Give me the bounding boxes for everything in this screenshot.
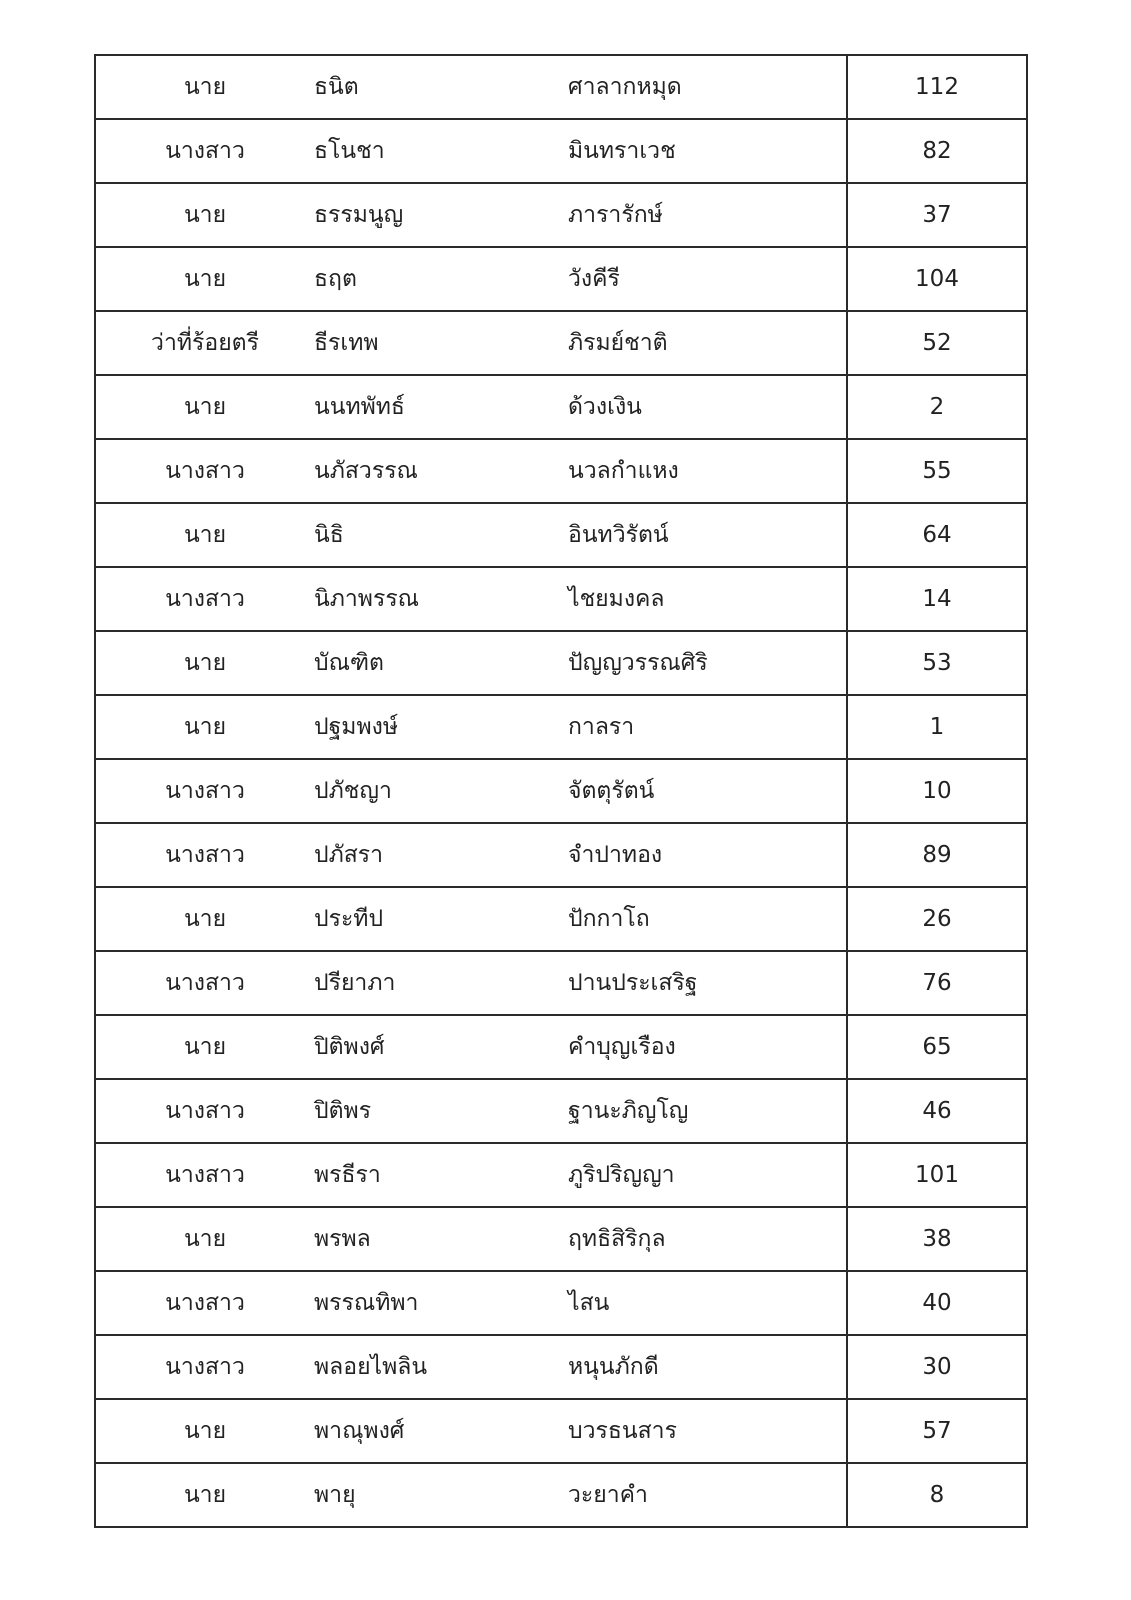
table-row: [95, 503, 1027, 567]
first-name-cell: พาณุพงศ์: [314, 1399, 568, 1463]
first-name-cell: พรพล: [314, 1207, 568, 1271]
last-name-cell: ฐานะภิญโญ: [568, 1079, 847, 1143]
table-row: [95, 439, 1027, 503]
title-cell: นาย: [95, 1463, 314, 1527]
number-cell: 104: [847, 247, 1027, 311]
table-row: [95, 951, 1027, 1015]
first-name-cell: นิธิ: [314, 503, 568, 567]
number-cell: 1: [847, 695, 1027, 759]
number-cell: 37: [847, 183, 1027, 247]
number-cell: 2: [847, 375, 1027, 439]
last-name-cell: นวลกำแหง: [568, 439, 847, 503]
name-list-body: [95, 55, 1027, 1527]
number-cell: 55: [847, 439, 1027, 503]
table-row: [95, 311, 1027, 375]
last-name-cell: อินทวิรัตน์: [568, 503, 847, 567]
table-row: [95, 759, 1027, 823]
last-name-cell: วะยาคำ: [568, 1463, 847, 1527]
number-cell: 112: [847, 55, 1027, 119]
title-cell: นาย: [95, 183, 314, 247]
number-cell: 53: [847, 631, 1027, 695]
title-cell: นางสาว: [95, 823, 314, 887]
table-row: [95, 695, 1027, 759]
first-name-cell: พายุ: [314, 1463, 568, 1527]
number-cell: 38: [847, 1207, 1027, 1271]
first-name-cell: ธรรมนูญ: [314, 183, 568, 247]
title-cell: นางสาว: [95, 567, 314, 631]
title-cell: นางสาว: [95, 119, 314, 183]
number-cell: 40: [847, 1271, 1027, 1335]
title-cell: นางสาว: [95, 759, 314, 823]
last-name-cell: ไชยมงคล: [568, 567, 847, 631]
first-name-cell: ประทีป: [314, 887, 568, 951]
table-row: [95, 1079, 1027, 1143]
first-name-cell: ปภัสรา: [314, 823, 568, 887]
last-name-cell: จัตตุรัตน์: [568, 759, 847, 823]
first-name-cell: บัณฑิต: [314, 631, 568, 695]
last-name-cell: ไสน: [568, 1271, 847, 1335]
first-name-cell: ปภัชญา: [314, 759, 568, 823]
title-cell: นางสาว: [95, 1335, 314, 1399]
number-cell: 14: [847, 567, 1027, 631]
title-cell: นางสาว: [95, 1079, 314, 1143]
first-name-cell: ธีรเทพ: [314, 311, 568, 375]
last-name-cell: ภิรมย์ชาติ: [568, 311, 847, 375]
last-name-cell: ภูริปริญญา: [568, 1143, 847, 1207]
table-row: [95, 1271, 1027, 1335]
first-name-cell: นิภาพรรณ: [314, 567, 568, 631]
title-cell: นาย: [95, 1015, 314, 1079]
last-name-cell: ศาลากหมุด: [568, 55, 847, 119]
table-row: [95, 1399, 1027, 1463]
title-cell: นาย: [95, 503, 314, 567]
table-row: [95, 247, 1027, 311]
last-name-cell: บวรธนสาร: [568, 1399, 847, 1463]
table-row: [95, 1335, 1027, 1399]
first-name-cell: ปิติพร: [314, 1079, 568, 1143]
number-cell: 64: [847, 503, 1027, 567]
title-cell: นาย: [95, 247, 314, 311]
number-cell: 10: [847, 759, 1027, 823]
number-cell: 76: [847, 951, 1027, 1015]
first-name-cell: ปรียาภา: [314, 951, 568, 1015]
table-row: [95, 375, 1027, 439]
title-cell: นางสาว: [95, 1143, 314, 1207]
last-name-cell: จำปาทอง: [568, 823, 847, 887]
number-cell: 89: [847, 823, 1027, 887]
title-cell: นาย: [95, 631, 314, 695]
first-name-cell: นภัสวรรณ: [314, 439, 568, 503]
number-cell: 57: [847, 1399, 1027, 1463]
table-row: [95, 119, 1027, 183]
last-name-cell: วังคีรี: [568, 247, 847, 311]
table-row: [95, 567, 1027, 631]
title-cell: นางสาว: [95, 439, 314, 503]
number-cell: 46: [847, 1079, 1027, 1143]
last-name-cell: มินทราเวช: [568, 119, 847, 183]
title-cell: นาย: [95, 887, 314, 951]
title-cell: นาย: [95, 375, 314, 439]
name-list-table: [94, 54, 1028, 1528]
table-row: [95, 887, 1027, 951]
table-row: [95, 1015, 1027, 1079]
first-name-cell: พรรณทิพา: [314, 1271, 568, 1335]
last-name-cell: ปักกาโถ: [568, 887, 847, 951]
number-cell: 101: [847, 1143, 1027, 1207]
last-name-cell: ภารารักษ์: [568, 183, 847, 247]
table-row: [95, 631, 1027, 695]
first-name-cell: ปิติพงศ์: [314, 1015, 568, 1079]
number-cell: 65: [847, 1015, 1027, 1079]
number-cell: 26: [847, 887, 1027, 951]
last-name-cell: ปัญญวรรณศิริ: [568, 631, 847, 695]
last-name-cell: ฤทธิสิริกุล: [568, 1207, 847, 1271]
last-name-cell: ปานประเสริฐ: [568, 951, 847, 1015]
first-name-cell: ปฐมพงษ์: [314, 695, 568, 759]
first-name-cell: พรธีรา: [314, 1143, 568, 1207]
table-row: [95, 1207, 1027, 1271]
title-cell: ว่าที่ร้อยตรี: [95, 311, 314, 375]
number-cell: 8: [847, 1463, 1027, 1527]
table-row: [95, 55, 1027, 119]
first-name-cell: ธนิต: [314, 55, 568, 119]
first-name-cell: ธฤต: [314, 247, 568, 311]
title-cell: นาย: [95, 1399, 314, 1463]
last-name-cell: ด้วงเงิน: [568, 375, 847, 439]
last-name-cell: หนุนภักดี: [568, 1335, 847, 1399]
last-name-cell: กาลรา: [568, 695, 847, 759]
title-cell: นาย: [95, 55, 314, 119]
title-cell: นางสาว: [95, 951, 314, 1015]
title-cell: นาย: [95, 1207, 314, 1271]
first-name-cell: พลอยไพลิน: [314, 1335, 568, 1399]
table-row: [95, 183, 1027, 247]
first-name-cell: ธโนชา: [314, 119, 568, 183]
table-row: [95, 1143, 1027, 1207]
number-cell: 30: [847, 1335, 1027, 1399]
number-cell: 52: [847, 311, 1027, 375]
number-cell: 82: [847, 119, 1027, 183]
first-name-cell: นนทพัทธ์: [314, 375, 568, 439]
title-cell: นางสาว: [95, 1271, 314, 1335]
title-cell: นาย: [95, 695, 314, 759]
table-row: [95, 1463, 1027, 1527]
last-name-cell: คำบุญเรือง: [568, 1015, 847, 1079]
table-row: [95, 823, 1027, 887]
